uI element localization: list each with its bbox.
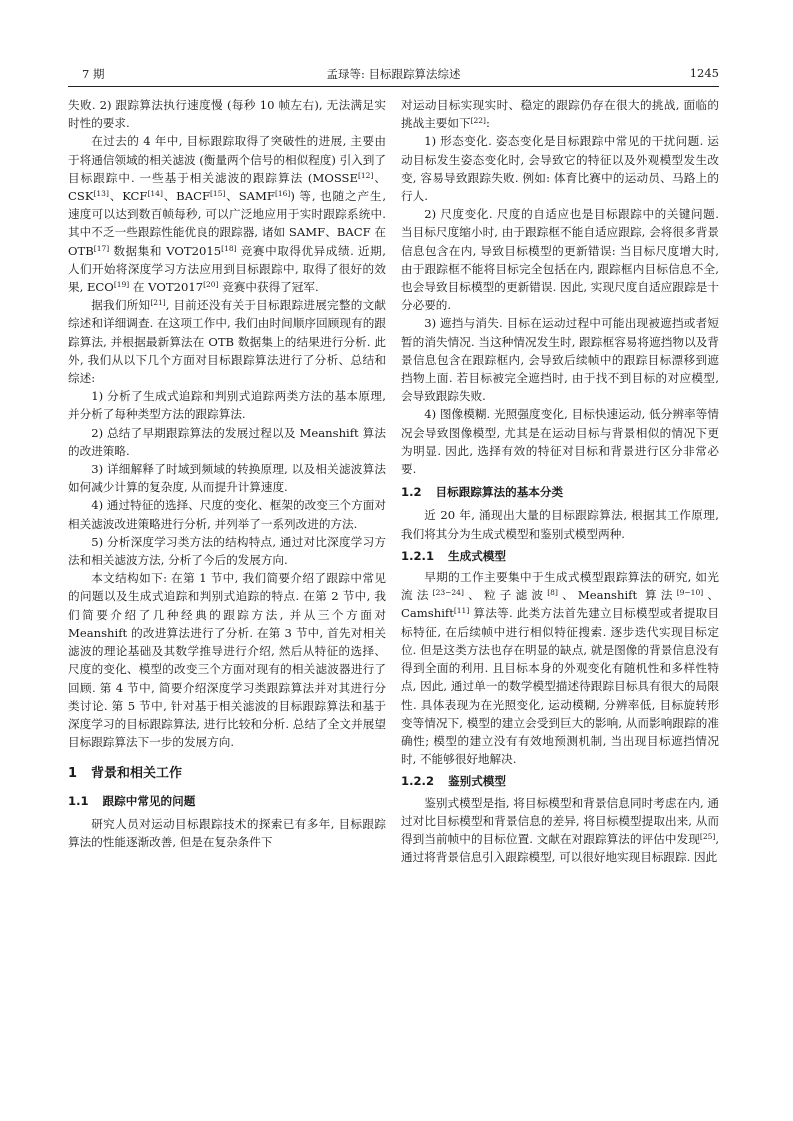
page-number: 1245	[689, 66, 719, 80]
citation: [19]	[113, 280, 130, 290]
paragraph: 本文结构如下: 在第 1 节中, 我们简要介绍了跟踪中常见的问题以及生成式追踪和判别式追踪的特点. 在第 2 节中, 我们简要介绍了几种经典的跟踪方法, 并从三个方面对 Meanshift 的改进算法进行了分析. 在第 3 节中, 首先对相关滤波的理论基础及其数学推导进行介绍, 然后从特征的选择、尺度的变化、模型的改变三个方面对现有的相关滤波器进行了回顾. 第 4 节中, 简要介绍深度学习类跟踪算法并对其进行分类讨论. 第 5 节中, 针对基于相关滤波的目标跟踪算法和基于深度学习的目标跟踪算法, 进行比较和分析. 总结了全文并展望目标跟踪算法下一步的发展方向.	[68, 571, 386, 750]
citation: [16]	[274, 189, 291, 199]
left-column	[68, 96, 386, 851]
citation: [8]	[547, 588, 558, 598]
subsubsection-heading: 1.2.2 鉴别式模型	[401, 774, 506, 789]
citation: [21]	[150, 298, 166, 308]
citation: [14]	[147, 189, 163, 199]
citation: [11]	[453, 606, 470, 616]
list-item: 1) 分析了生成式追踪和判别式追踪两类方法的基本原理, 并分析了每种类型方法的跟踪算法.	[68, 389, 386, 422]
running-header	[68, 66, 719, 84]
citation: [17]	[93, 243, 110, 253]
issue-number: 7 期	[82, 67, 105, 81]
list-item: 2) 总结了早期跟踪算法的发展过程以及 Meanshift 算法的改进策略.	[68, 425, 386, 458]
citation: [18]	[221, 243, 237, 253]
list-item: 4) 图像模糊. 光照强度变化, 目标快速运动, 低分辨率等情况会导致图像模型, 尤其是在运动目标与背景相似的情况下更为明显. 因此, 选择有效的特征对目标和背景进行区分非常必要.	[401, 407, 719, 477]
paragraph: 在过去的 4 年中, 目标跟踪取得了突破性的进展, 主要由于将通信领域的相关滤波 (衡量两个信号的相似程度) 引入到了目标跟踪中. 一些基于相关滤波的跟踪算法 (MOSSE[12]、CSK[13]、KCF[14]、BACF[15]、SAMF[16]) 等, 也随之产生, 速度可以达到数百帧每秒, 可以广泛地应用于实时跟踪系统中. 其中不乏一些跟踪性能优良的跟踪器, 诸如 SAMF、BACF 在 OTB[17] 数据集和 VOT2015[18] 竞赛中取得优异成绩. 近期, 人们开始将深度学习方法应用到目标跟踪中, 取得了很好的效果, ECO[19] 在 VOT2017[20] 竞赛中获得了冠军.	[68, 134, 387, 295]
citation: [25]	[699, 831, 716, 841]
list-item: 5) 分析深度学习类方法的结构特点, 通过对比深度学习方法和相关滤波方法, 分析了今后的发展方向.	[68, 534, 386, 568]
paragraph: 据我们所知[21], 目前还没有关于目标跟踪进展完整的文献综述和详细调查. 在这项工作中, 我们由时间顺序回顾现有的跟踪算法, 并根据最新算法在 OTB 数据集上的结果进行分析. 此外, 我们从以下几个方面对目标跟踪算法进行了分析、总结和综述:	[68, 298, 386, 386]
list-item: 2) 尺度变化. 尺度的自适应也是目标跟踪中的关键问题. 当目标尺度缩小时, 由于跟踪框不能自适应跟踪, 会将很多背景信息包含在内, 导致目标模型的更新错误: 当目标尺度增大时, 由于跟踪框不能将目标完全包括在内, 跟踪框内目标信息不全, 也会导致目标模型的更新错误. 因此, 实现尺度自适应跟踪是十分必要的.	[401, 207, 719, 313]
paragraph: 失败. 2) 跟踪算法执行速度慢 (每秒 10 帧左右), 无法满足实时性的要求.	[68, 98, 386, 131]
list-item: 3) 遮挡与消失. 目标在运动过程中可能出现被遮挡或者短暂的消失情况. 当这种情况发生时, 跟踪框容易将遮挡物以及背景信息包含在跟踪框内, 会导致后续帧中的跟踪目标漂移到遮挡物上面. 若目标被完全遮挡时, 由于找不到目标的对应模型, 会导致跟踪失败.	[401, 316, 719, 404]
citation: [23−24]	[432, 588, 464, 598]
paragraph: 近 20 年, 涌现出大量的目标跟踪算法, 根据其工作原理, 我们将其分为生成式模型和鉴别式模型两种.	[401, 508, 719, 541]
header-rule	[68, 86, 719, 87]
list-item: 4) 通过特征的选择、尺度的变化、框架的改变三个方面对相关滤波改进策略进行分析, 并列举了一系列改进的方法.	[68, 498, 386, 531]
paragraph: 鉴别式模型是指, 将目标模型和背景信息同时考虑在内, 通过对比目标模型和背景信息的差异, 将目标模型提取出来, 从而得到当前帧中的目标位置. 文献在对跟踪算法的评估中发现[25], 通过将背景信息引入跟踪模型, 可以很好地实现目标跟踪. 因此	[401, 795, 719, 865]
subsubsection-heading: 1.2.1 生成式模型	[401, 548, 506, 563]
paragraph: 研究人员对运动目标跟踪技术的探索已有多年, 目标跟踪算法的性能逐渐改善, 但是在复杂条件下	[68, 816, 386, 849]
paragraph: 对运动目标实现实时、稳定的跟踪仍存在很大的挑战, 面临的挑战主要如下[22]:	[401, 98, 719, 131]
list-item: 1) 形态变化. 姿态变化是目标跟踪中常见的干扰问题. 运动目标发生姿态变化时, 会导致它的特征以及外观模型发生改变, 容易导致跟踪失败. 例如: 体育比赛中的运动员、马路上的行人.	[401, 134, 719, 204]
running-title: 孟琭等: 目标跟踪算法综述	[326, 67, 461, 81]
paragraph: 早期的工作主要集中于生成式模型跟踪算法的研究, 如光流法[23−24]、粒子滤波[8]、Meanshift 算法[9−10]、Camshift[11] 算法等. 此类方法首先建立目标模型或者提取目标特征, 在后续帧中进行相似特征搜索. 逐步迭代实现目标定位. 但是这类方法也存在明显的缺点, 就是图像的背景信息没有得到全面的利用. 且目标本身的外观变化有随机性和多样性特点, 因此, 通过单一的数学模型描述待跟踪目标具有很大的局限性. 具体表现为在光照变化, 运动模糊, 分辨率低, 目标旋转形变等情况下, 模型的建立会受到巨大的影响, 从而影响跟踪的准确性; 模型的建立没有有效地预测机制, 当出现目标遮挡情况时, 不能够很好地解决.	[401, 570, 719, 767]
subsection-heading: 1.1 跟踪中常见的问题	[68, 793, 196, 808]
right-column	[401, 96, 719, 866]
citation: [22]	[470, 116, 486, 126]
citation: [12]	[357, 170, 374, 180]
citation: [13]	[93, 189, 109, 199]
citation: [15]	[210, 189, 226, 199]
section-heading: 1 背景和相关工作	[68, 766, 183, 782]
citation: [9−10]	[676, 588, 704, 598]
citation: [20]	[203, 280, 219, 290]
list-item: 3) 详细解释了时域到频域的转换原理, 以及相关滤波算法如何减少计算的复杂度, 从而提升计算速度.	[68, 462, 386, 495]
subsection-heading: 1.2 目标跟踪算法的基本分类	[401, 485, 564, 500]
